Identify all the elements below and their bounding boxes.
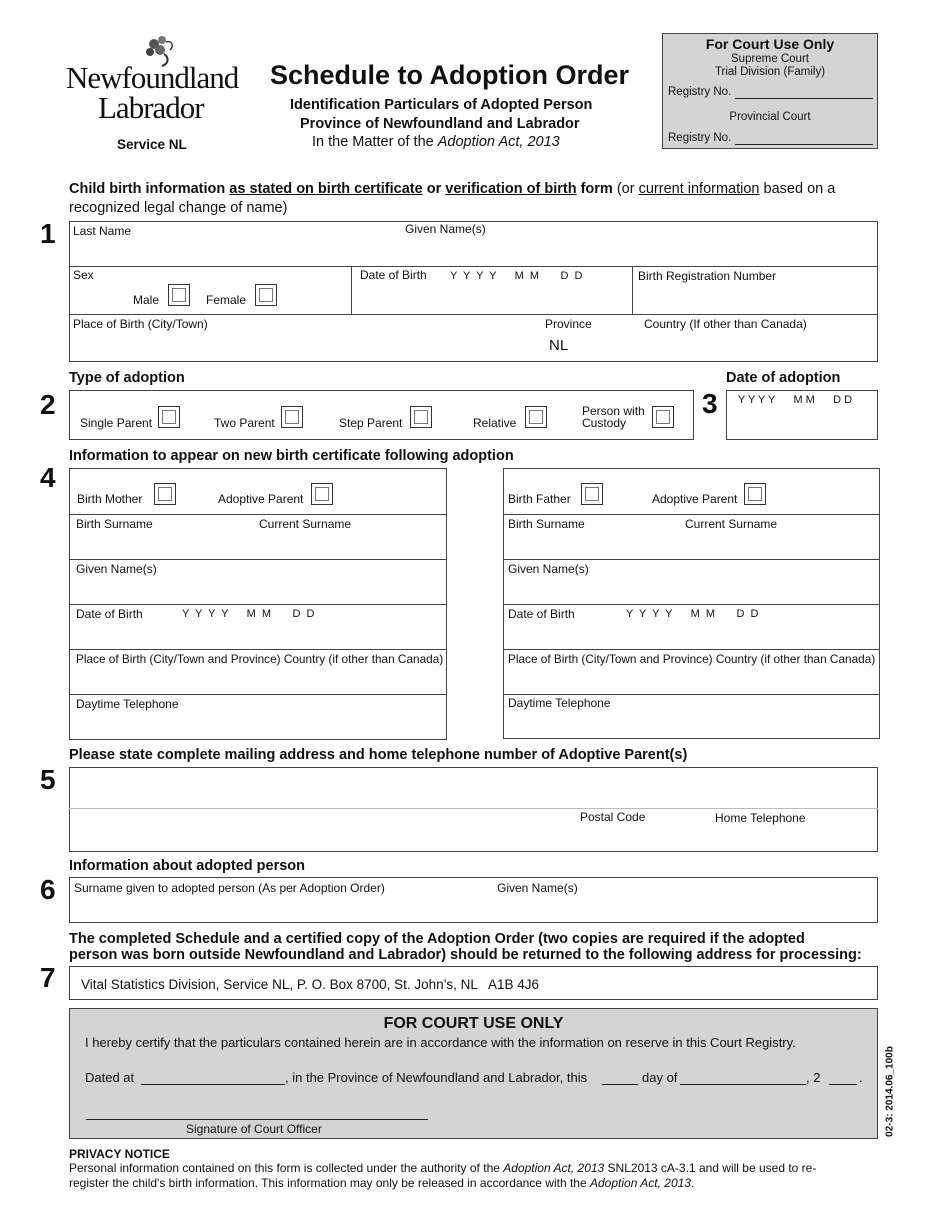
birth-father-checkbox[interactable]	[581, 483, 603, 505]
dob-label: Date of Birth	[360, 268, 427, 282]
relative-label: Relative	[473, 416, 517, 430]
intro-u3: current information	[638, 181, 760, 197]
custody-checkbox[interactable]	[652, 406, 674, 428]
adopted-surname-label: Surname given to adopted person (As per Adoption Order)	[74, 881, 385, 895]
year-prefix: , 2	[806, 1070, 821, 1085]
left-dob-field[interactable]	[170, 620, 440, 648]
male-checkbox[interactable]	[168, 284, 190, 306]
two-parent-label: Two Parent	[214, 416, 275, 430]
section-7-title-2: person was born outside Newfoundland and Labrador) should be returned to the following address for processing:	[69, 947, 862, 963]
province-value: NL	[549, 337, 569, 354]
adopted-given-field[interactable]	[494, 895, 876, 921]
page-title: Schedule to Adoption Order	[270, 60, 630, 90]
month-field[interactable]	[680, 1084, 806, 1085]
left-given-label: Given Name(s)	[76, 562, 157, 576]
subtitle-3-act: Adoption Act, 2013	[437, 134, 560, 150]
logo-word-newfoundland: Newfoundland	[66, 60, 239, 95]
dated-period: .	[859, 1070, 863, 1085]
privacy-act1: Adoption Act, 2013	[503, 1161, 605, 1175]
court-box-title: For Court Use Only	[705, 36, 835, 52]
adopted-surname-field[interactable]	[70, 895, 490, 921]
right-dob-field[interactable]	[614, 620, 878, 648]
mailing-address-field[interactable]	[70, 768, 877, 807]
home-phone-label: Home Telephone	[715, 811, 806, 825]
two-parent-checkbox[interactable]	[281, 406, 303, 428]
subtitle-3	[312, 134, 560, 150]
right-surname-field[interactable]	[504, 532, 879, 558]
country-label: Country (If other than Canada)	[644, 317, 807, 331]
country-field[interactable]	[640, 332, 876, 360]
right-current-surname-label: Current Surname	[685, 517, 778, 531]
birth-father-label: Birth Father	[508, 492, 571, 506]
registry2-field[interactable]	[735, 144, 873, 145]
left-current-surname-label: Current Surname	[259, 517, 352, 531]
place-of-birth-field[interactable]	[70, 332, 530, 360]
intro-text	[69, 180, 884, 218]
intro-p1: Child birth information	[69, 181, 230, 197]
return-address: Vital Statistics Division, Service NL, P. O. Box 8700, St. John’s, NL A1B 4J6	[81, 977, 539, 992]
mailing-address-line2-field[interactable]	[70, 810, 570, 850]
privacy-act2: Adoption Act, 2013	[590, 1176, 691, 1190]
left-dob-format: Y Y Y Y M M D D	[182, 608, 315, 620]
right-pob-field[interactable]	[504, 667, 879, 693]
privacy-t4: .	[690, 1176, 695, 1190]
left-adoptive-parent-label: Adoptive Parent	[218, 492, 304, 506]
registry1-field[interactable]	[735, 98, 873, 99]
place-of-birth-label: Place of Birth (City/Town)	[73, 317, 208, 331]
adoption-date-format: Y Y Y Y M M D D	[738, 394, 853, 406]
section-5-number: 5	[40, 764, 56, 795]
dated-at-label: Dated at	[85, 1070, 135, 1085]
custody-label-2: Custody	[582, 416, 627, 430]
adopted-given-label: Given Name(s)	[497, 881, 578, 895]
left-pob-label: Place of Birth (City/Town and Province) Country (if other than Canada)	[76, 652, 444, 666]
left-dob-label: Date of Birth	[76, 607, 143, 621]
right-given-label: Given Name(s)	[508, 562, 589, 576]
subtitle-1: Identification Particulars of Adopted Person	[290, 97, 593, 113]
home-phone-field[interactable]	[710, 826, 876, 850]
postal-code-label: Postal Code	[580, 810, 646, 824]
dated-mid-text: , in the Province of Newfoundland and Labrador, this	[285, 1070, 588, 1085]
court-box-line1: Supreme Court	[731, 53, 809, 65]
step-parent-checkbox[interactable]	[410, 406, 432, 428]
left-surname-field[interactable]	[70, 532, 446, 558]
form-code: 02-3: 2014.06_100b	[884, 1046, 896, 1137]
privacy-t1: Personal information contained on this form is collected under the authority of the	[69, 1161, 504, 1175]
left-pob-field[interactable]	[70, 667, 446, 693]
logo-word-labrador: Labrador	[98, 90, 204, 125]
subtitle-2: Province of Newfoundland and Labrador	[300, 116, 580, 132]
dob-format: Y Y Y Y M M D D	[450, 270, 583, 282]
intro-line2: recognized legal change of name)	[69, 200, 288, 216]
intro-p2: or	[422, 181, 446, 197]
day-field[interactable]	[602, 1084, 638, 1085]
court-footer-box	[69, 1008, 878, 1139]
intro-p3: form	[576, 181, 613, 197]
right-adoptive-parent-checkbox[interactable]	[744, 483, 766, 505]
left-phone-label: Daytime Telephone	[76, 697, 179, 711]
birth-reg-field[interactable]	[636, 284, 876, 312]
birth-mother-label: Birth Mother	[77, 492, 143, 506]
adoption-date-field[interactable]	[728, 408, 876, 438]
logo	[66, 34, 238, 124]
female-checkbox[interactable]	[255, 284, 277, 306]
court-box-registry1: Registry No.	[668, 86, 732, 98]
section-4-title: Information to appear on new birth certificate following adoption	[69, 448, 514, 464]
right-birth-surname-label: Birth Surname	[508, 517, 585, 531]
left-phone-field[interactable]	[70, 712, 446, 738]
dated-at-field[interactable]	[141, 1084, 285, 1085]
day-of-label: day of	[642, 1070, 678, 1085]
privacy-title: PRIVACY NOTICE	[69, 1147, 170, 1161]
postal-code-field[interactable]	[576, 826, 696, 850]
subtitle-3-prefix: In the Matter of the	[312, 134, 438, 150]
privacy-t2: SNL2013 cA-3.1 and will be used to re-	[604, 1161, 817, 1175]
right-dob-label: Date of Birth	[508, 607, 575, 621]
birth-mother-checkbox[interactable]	[154, 483, 176, 505]
privacy-text	[69, 1161, 879, 1191]
left-given-field[interactable]	[70, 577, 446, 603]
privacy-t3: register the child's birth information. This information may only be released in accordance with the	[69, 1176, 590, 1190]
section-3-title: Date of adoption	[726, 370, 841, 386]
year-field[interactable]	[829, 1084, 857, 1085]
section-6-number: 6	[40, 874, 56, 905]
intro-u1: as stated on birth certificate	[229, 181, 423, 197]
intro-p5: based on a	[759, 181, 836, 197]
section-7-number: 7	[40, 962, 56, 993]
court-footer-title: FOR COURT USE ONLY	[383, 1015, 564, 1032]
given-names-label: Given Name(s)	[405, 222, 486, 236]
court-box-line2: Trial Division (Family)	[714, 66, 826, 78]
step-parent-label: Step Parent	[339, 416, 403, 430]
dob-field[interactable]	[440, 284, 628, 312]
court-box-registry2: Registry No.	[668, 132, 732, 144]
right-adoptive-parent-label: Adoptive Parent	[652, 492, 738, 506]
section-4-number: 4	[40, 462, 56, 493]
intro-p4: (or	[612, 181, 639, 197]
section-3-number: 3	[702, 388, 718, 419]
right-phone-field[interactable]	[504, 711, 879, 737]
court-use-box	[662, 33, 878, 149]
last-name-field[interactable]	[70, 238, 400, 265]
last-name-label: Last Name	[73, 224, 132, 238]
court-certify-text: I hereby certify that the particulars contained herein are in accordance with the information on reserve in this Court Registry.	[85, 1035, 796, 1050]
left-adoptive-parent-checkbox[interactable]	[311, 483, 333, 505]
single-parent-checkbox[interactable]	[158, 406, 180, 428]
section-7-title-1: The completed Schedule and a certified copy of the Adoption Order (two copies are required if the adopted	[69, 931, 805, 947]
right-phone-label: Daytime Telephone	[508, 696, 611, 710]
sex-label: Sex	[73, 268, 94, 282]
right-dob-format: Y Y Y Y M M D D	[626, 608, 759, 620]
relative-checkbox[interactable]	[525, 406, 547, 428]
birth-reg-label: Birth Registration Number	[638, 269, 777, 283]
left-birth-surname-label: Birth Surname	[76, 517, 153, 531]
right-pob-label: Place of Birth (City/Town and Province) Country (if other than Canada)	[508, 652, 876, 666]
intro-u2: verification of birth	[445, 181, 577, 197]
single-parent-label: Single Parent	[80, 416, 153, 430]
section-1-number: 1	[40, 218, 56, 249]
section-5-title: Please state complete mailing address and home telephone number of Adoptive Parent(s)	[69, 747, 688, 763]
dept-name: Service NL	[117, 137, 187, 152]
female-label: Female	[206, 293, 247, 307]
signature-label: Signature of Court Officer	[186, 1122, 322, 1136]
province-label: Province	[545, 317, 592, 331]
court-box-line3: Provincial Court	[729, 111, 811, 123]
custody-label-1: Person with	[582, 404, 645, 418]
male-label: Male	[133, 293, 160, 307]
given-names-field[interactable]	[405, 238, 875, 265]
section-6-title: Information about adopted person	[69, 858, 306, 874]
signature-field[interactable]	[86, 1119, 428, 1120]
section-2-number: 2	[40, 389, 56, 420]
right-given-field[interactable]	[504, 577, 879, 603]
section-2-title: Type of adoption	[69, 370, 185, 386]
